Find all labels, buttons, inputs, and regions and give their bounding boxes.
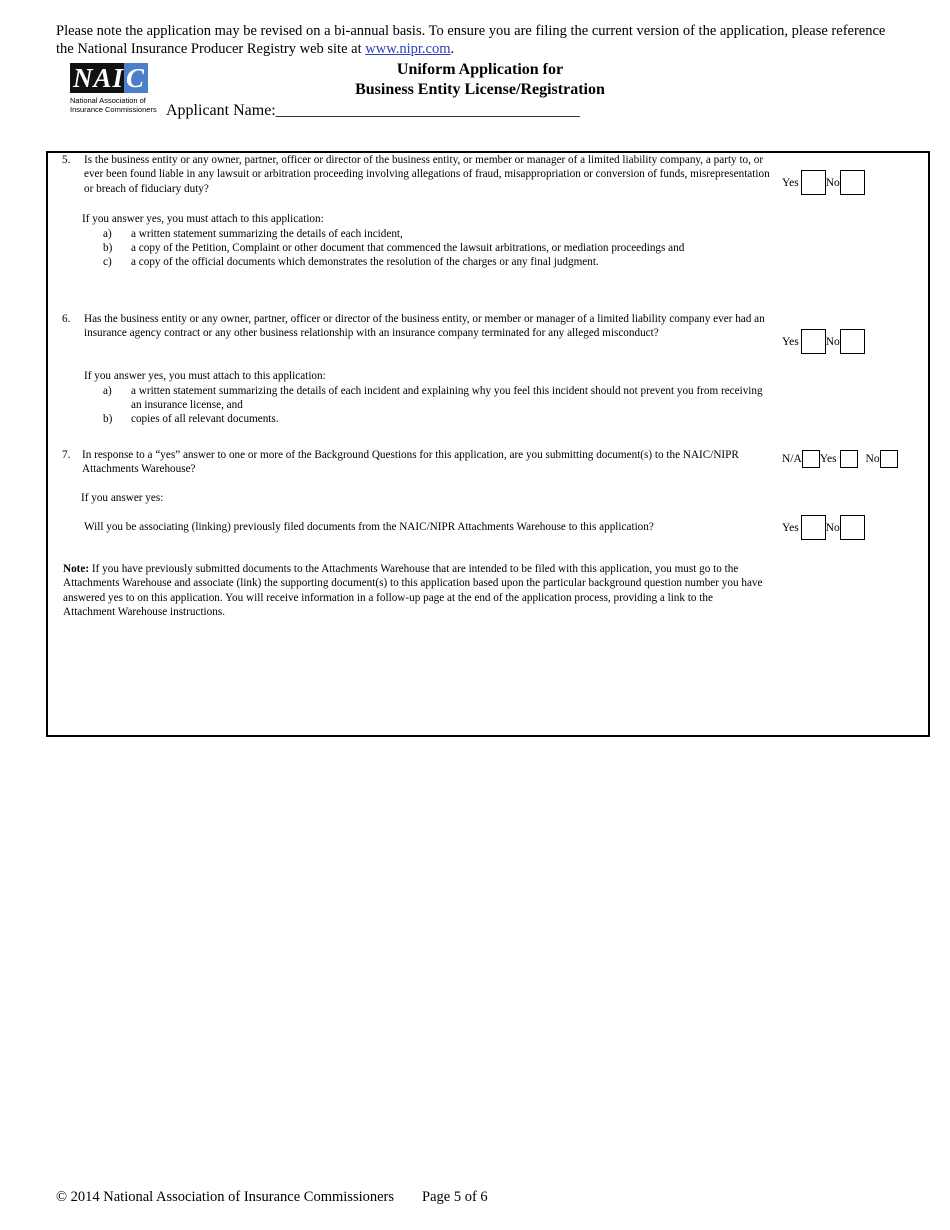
naic-logo-mark xyxy=(70,63,160,93)
naic-logo xyxy=(70,63,160,117)
question-7-answers xyxy=(782,450,898,468)
q6-yes-label: Yes xyxy=(782,335,799,348)
q5-yes-label: Yes xyxy=(782,176,799,189)
q5-item-a-letter: a) xyxy=(103,228,112,240)
q5-item-c-text: a copy of the official documents which demonstrates the resolution of the charges or any final judgment. xyxy=(131,256,599,268)
q5-item-c-letter: c) xyxy=(103,256,112,268)
page-title xyxy=(290,60,670,100)
q7-sub-question: Will you be associating (linking) previously filed documents from the NAIC/NIPR Attachments Warehouse to this application? xyxy=(84,521,654,533)
question-6-number: 6. xyxy=(62,313,71,325)
revision-notice xyxy=(56,22,906,58)
q7-sub-no-checkbox[interactable] xyxy=(840,515,865,540)
q6-item-a-text: a written statement summarizing the details of each incident and explaining why you feel this incident should not prevent you from receiving an insurance license, and xyxy=(131,385,763,412)
q7-yes-checkbox[interactable] xyxy=(840,450,858,468)
q5-item-b-letter: b) xyxy=(103,242,113,254)
question-6-answers xyxy=(782,329,865,354)
note-label: Note: xyxy=(63,563,90,575)
q5-item-a-text: a written statement summarizing the details of each incident, xyxy=(131,228,403,240)
title-line1: Uniform Application for xyxy=(396,61,564,78)
logo-line2: Insurance Commissioners xyxy=(70,105,157,114)
applicant-name-field[interactable]: Applicant Name:______________________________________ xyxy=(166,102,580,119)
notice-tail: . xyxy=(450,41,455,57)
question-5-text: Is the business entity or any owner, partner, officer or director of the business entity, or member or manager of a limited liability company, a party to, or ever been found liable in any lawsuit or arbitration proceeding involving allegations of fraud, misappropriation or conversion of funds, misrepresentation or breach of fiduciary duty? xyxy=(84,154,770,195)
q7-yes-label: Yes xyxy=(819,453,837,465)
title-line2: Business Entity License/Registration xyxy=(355,81,605,98)
q7-sub-answers xyxy=(782,515,865,540)
q6-no-label: No xyxy=(825,335,840,348)
question-5-answers xyxy=(782,170,865,195)
logo-mark-c: C xyxy=(124,63,148,93)
logo-subtitle xyxy=(70,96,160,114)
q7-sub-yes-checkbox[interactable] xyxy=(801,515,826,540)
q6-attach-intro: If you answer yes, you must attach to this application: xyxy=(84,370,326,382)
q6-no-checkbox[interactable] xyxy=(840,329,865,354)
notice-text: Please note the application may be revised on a bi-annual basis. To ensure you are filing the current version of the application, please reference the National Insurance Producer Registry web site at xyxy=(56,23,886,57)
question-7-number: 7. xyxy=(62,449,71,461)
q7-na-checkbox[interactable] xyxy=(802,450,820,468)
q6-yes-checkbox[interactable] xyxy=(801,329,826,354)
q7-sub-yes-label: Yes xyxy=(782,521,799,534)
q7-sub-no-label: No xyxy=(825,521,840,534)
logo-line1: National Association of xyxy=(70,96,146,105)
q7-no-label: No xyxy=(865,453,880,465)
q5-item-b-text: a copy of the Petition, Complaint or other document that commenced the lawsuit arbitrations, or mediation proceedings and xyxy=(131,242,685,254)
q7-no-checkbox[interactable] xyxy=(880,450,898,468)
q5-yes-checkbox[interactable] xyxy=(801,170,826,195)
q5-attach-intro: If you answer yes, you must attach to this application: xyxy=(82,213,324,225)
q6-item-a-letter: a) xyxy=(103,385,112,397)
footer-copyright: © 2014 National Association of Insurance Commissioners xyxy=(56,1189,395,1205)
question-6-text: Has the business entity or any owner, partner, officer or director of the business entity, or member or manager of a limited liability company ever had an insurance agency contract or any other business relationship with an insurance company terminated for any alleged misconduct? xyxy=(84,313,765,340)
question-7-text: In response to a “yes” answer to one or more of the Background Questions for this application, are you submitting document(s) to the NAIC/NIPR Attachments Warehouse? xyxy=(82,449,739,476)
q7-na-label: N/A xyxy=(782,453,802,465)
note-text: If you have previously submitted documents to the Attachments Warehouse that are intended to be filed with this application, you must go to the Attachments Warehouse and associate (link) the supporting document(s) to this application based upon the particular background question number you have answered yes to on this application. You will receive information in a follow-up page at the end of the application process, providing a link to the Attachment Warehouse instructions. xyxy=(63,563,763,618)
footer-page-number: Page 5 of 6 xyxy=(422,1189,488,1205)
q5-no-checkbox[interactable] xyxy=(840,170,865,195)
attachments-note xyxy=(63,562,765,619)
q6-item-b-text: copies of all relevant documents. xyxy=(131,413,279,425)
question-5-number: 5. xyxy=(62,154,71,166)
q7-if-yes: If you answer yes: xyxy=(81,492,164,504)
q5-no-label: No xyxy=(825,176,840,189)
logo-mark-text: NAI xyxy=(70,63,124,93)
page-footer xyxy=(56,1189,488,1206)
nipr-link[interactable]: www.nipr.com xyxy=(365,41,451,57)
q6-item-b-letter: b) xyxy=(103,413,113,425)
